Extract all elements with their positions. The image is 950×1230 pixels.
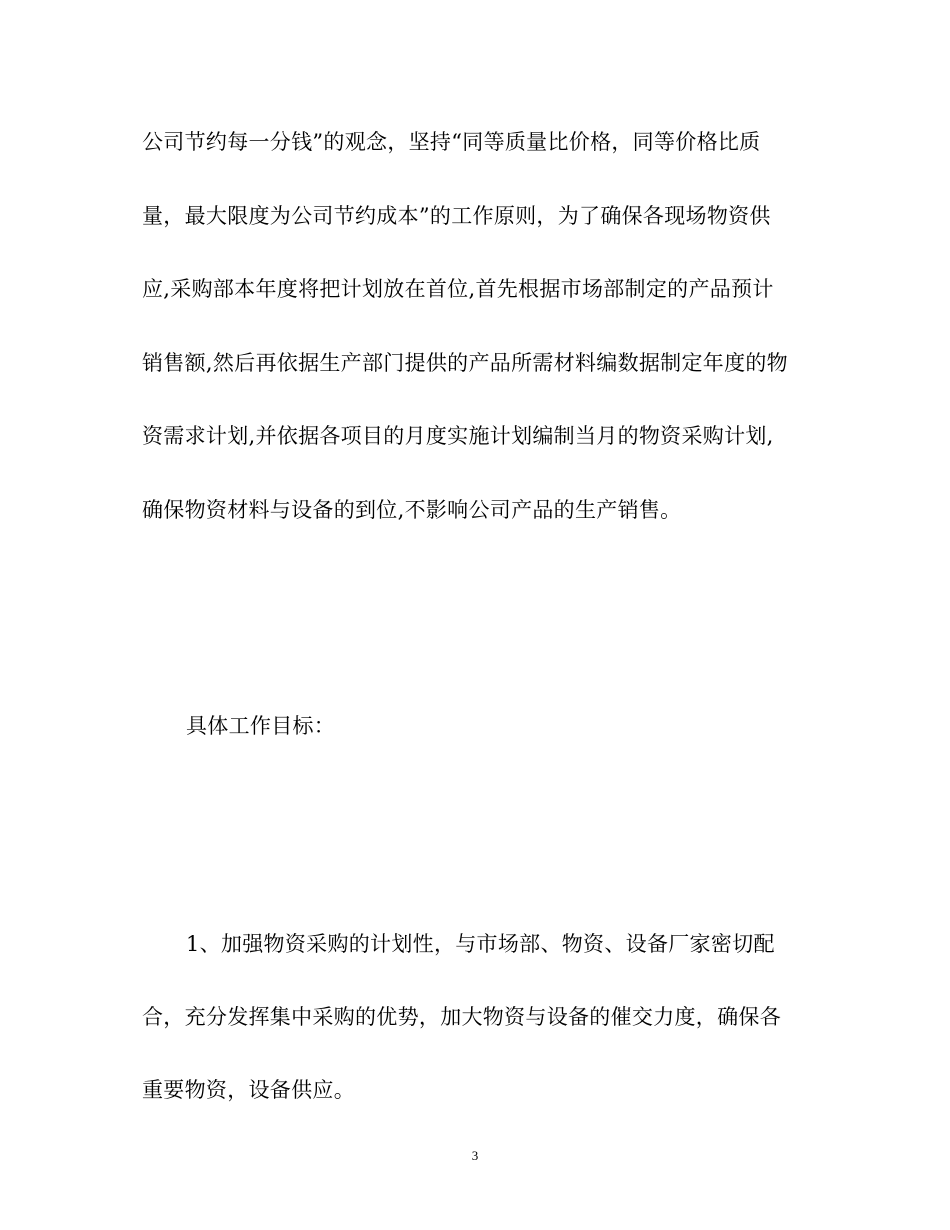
page-number: 3 [471,1148,479,1163]
paragraph-line: 确保物资材料与设备的到位,不影响公司产品的生产销售。 [142,498,682,522]
paragraph-line: 公司节约每一分钱”的观念，坚持“同等质量比价格，同等价格比质 [142,130,761,154]
section-heading: 具体工作目标： [186,714,336,738]
paragraph-line: 应,采购部本年度将把计划放在首位,首先根据市场部制定的产品预计 [142,277,774,301]
paragraph-line: 销售额,然后再依据生产部门提供的产品所需材料编数据制定年度的物 [142,351,788,375]
paragraph-line: 1、加强物资采购的计划性，与市场部、物资、设备厂家密切配 [186,932,775,956]
paragraph-line: 合，充分发挥集中采购的优势，加大物资与设备的催交力度，确保各 [142,1005,781,1029]
paragraph-line: 资需求计划,并依据各项目的月度实施计划编制当月的物资采购计划, [142,424,774,448]
paragraph-line: 量，最大限度为公司节约成本”的工作原则，为了确保各现场物资供 [142,204,771,228]
paragraph-line: 重要物资，设备供应。 [142,1078,355,1102]
